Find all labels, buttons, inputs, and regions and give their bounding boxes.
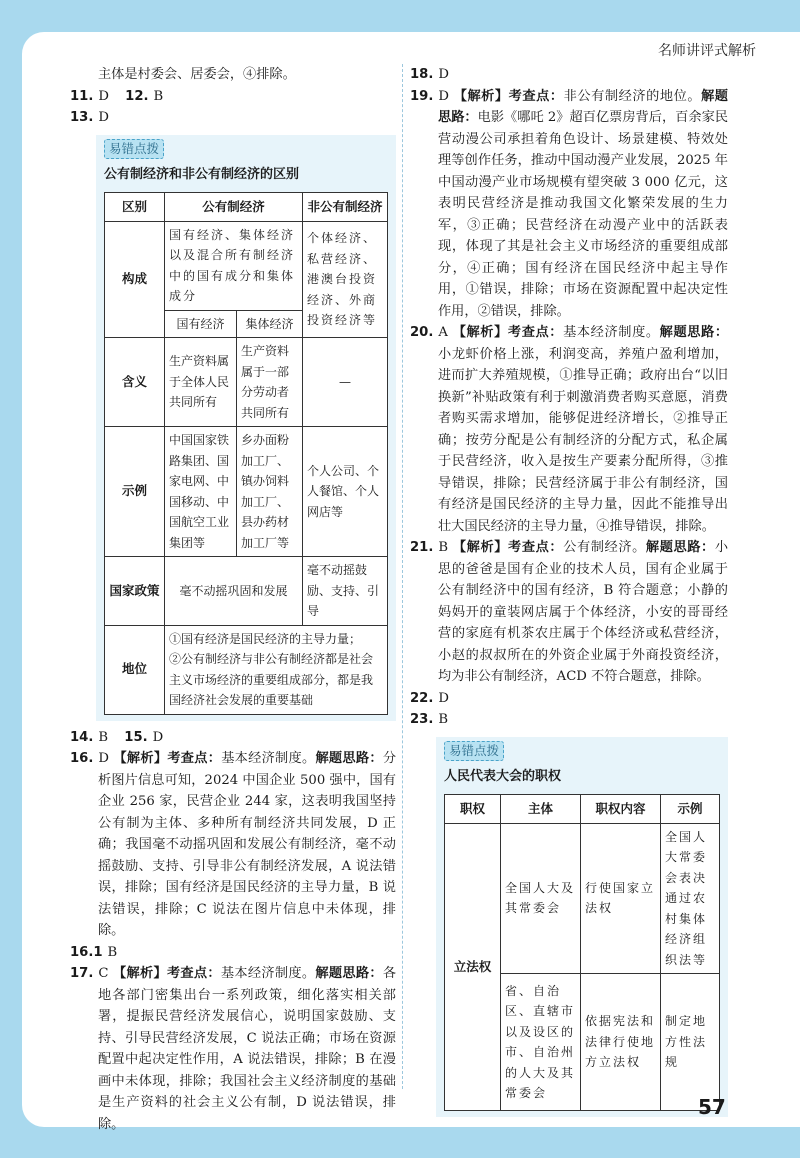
q17-text: 各地各部门密集出台一系列政策，细化落实相关部署，提振民营经济发展信心，说明国家鼓励、支持、引导民营经济发展，C 说法正确；市场在资源配置中起决定性作用，A 说法错误，排除；B 在漫画中未体现，排除；我国社会主义经济制度的基础是生产资料的社会主义公有制，D 说法错误，排除。	[98, 966, 397, 1132]
row-label: 地位	[105, 625, 165, 714]
row-label: 构成	[105, 221, 165, 338]
table-cell: 依据宪法和法律行使地方立法权	[581, 974, 661, 1111]
row-label: 含义	[105, 338, 165, 427]
table-cell	[165, 625, 388, 714]
q16-1-number: 16.1	[70, 944, 103, 960]
q16-tag: 【解析】	[113, 751, 168, 766]
q21-answer: B	[438, 540, 449, 555]
tip-box-npc	[436, 737, 728, 1118]
table-cell: 乡办面粉加工厂、镇办饲料加工厂、县办药材加工厂等	[237, 427, 303, 557]
answer-11-12	[70, 86, 396, 108]
answer-19	[410, 86, 728, 323]
q11-number: 11.	[70, 88, 94, 104]
table-cell: 集体经济	[237, 310, 303, 338]
status-text: ①国有经济是国民经济的主导力量；	[169, 631, 362, 646]
answer-20	[410, 322, 728, 537]
q22-number: 22.	[410, 690, 434, 706]
q19-idea-label: 解题思路：	[438, 88, 728, 125]
status-text: ②公有制经济与非公有制经济都是社会主义市场经济的重要组成部分，都是我国经济社会发展的重要基础	[169, 652, 374, 707]
table-cell: 个体经济、私营经济、港澳台投资经济、外商投资经济等	[303, 221, 388, 338]
header-cell: 职权内容	[581, 794, 661, 823]
q16-idea-label: 解题思路：	[315, 751, 383, 766]
q15-number: 15.	[124, 729, 148, 745]
table-cell: 生产资料属于一部分劳动者共同所有	[237, 338, 303, 427]
table-cell: 全国人大常委会表决通过农村集体经济组织法等	[661, 823, 720, 974]
q15-answer: D	[152, 729, 164, 745]
q16-number: 16.	[70, 751, 94, 766]
ownership-table	[104, 192, 388, 715]
q20-idea-label: 解题思路：	[659, 325, 729, 340]
q19-kp: 非公有制经济的地位。	[563, 88, 702, 104]
header-cell: 职权	[445, 794, 501, 823]
table-row	[105, 625, 388, 714]
row-label: 立法权	[445, 823, 501, 1111]
q17-answer: C	[98, 966, 109, 981]
left-column	[70, 64, 396, 1135]
tip-title: 人民代表大会的职权	[444, 769, 562, 784]
right-column	[410, 64, 728, 1117]
header-title: 名师讲评式解析	[658, 43, 756, 59]
q13-answer: D	[98, 110, 109, 125]
table-cell: 个人公司、个人餐馆、个人网店等	[303, 427, 388, 557]
header-cell: 区别	[105, 192, 165, 221]
tip-title: 公有制经济和非公有制经济的区别	[104, 167, 300, 182]
table-cell: 制定地方性法规	[661, 974, 720, 1111]
q12-number: 12.	[125, 88, 149, 104]
answer-23	[410, 709, 728, 731]
table-row	[445, 823, 720, 974]
header-cell: 主体	[501, 794, 581, 823]
tip-badge: 易错点拨	[444, 741, 504, 761]
table-cell: 省、自治区、直辖市以及设区的市、自治州的人大及其常委会	[501, 974, 581, 1111]
table-cell: 中国国家铁路集团、国家电网、中国移动、中国航空工业集团等	[165, 427, 237, 557]
answer-13	[70, 107, 396, 129]
table-row	[105, 557, 388, 626]
tip-box-ownership	[96, 135, 396, 721]
answer-18	[410, 64, 728, 86]
table-cell: 行使国家立法权	[581, 823, 661, 974]
q21-idea-label: 解题思路：	[645, 540, 715, 555]
table-row	[105, 338, 388, 427]
continuation-line: 主体是村委会、居委会，④排除。	[98, 67, 296, 82]
q19-tag: 【解析】	[453, 88, 509, 104]
row-label: 示例	[105, 427, 165, 557]
q21-kp: 公有制经济。	[563, 540, 646, 555]
q16-kp-label: 考查点：	[167, 751, 222, 766]
table-cell: 毫不动摇鼓励、支持、引导	[303, 557, 388, 626]
q20-answer: A	[438, 325, 448, 340]
q20-tag: 【解析】	[452, 325, 508, 340]
q17-kp: 基本经济制度。	[220, 966, 316, 981]
q19-text: 电影《哪吒 2》超百亿票房背后，百余家民营动漫公司承担着角色设计、场景建模、特效处理等创作任务，推动中国动漫产业发展，2025 年中国动漫产业市场规模有望突破 3 000 亿元，这表明民营经济是推动我国文化繁荣发展的生力军，③正确；民营经济在动漫产业中的活跃表现，体现了其是社会主义市场经济的重要组成部分，④正确；国有经济在国民经济中起主导作用，①错误，排除；市场在资源配置中起决定性作用，②错误，排除。	[438, 110, 729, 319]
q18-answer: D	[438, 67, 449, 82]
q14-answer: B	[98, 729, 109, 745]
header-cell: 示例	[661, 794, 720, 823]
q11-answer: D	[98, 88, 109, 104]
q17-tag: 【解析】	[112, 966, 167, 981]
answer-16	[70, 748, 396, 942]
tip-badge: 易错点拨	[104, 139, 164, 159]
q20-kp: 基本经济制度。	[563, 325, 660, 340]
table-cell: —	[303, 338, 388, 427]
q20-number: 20.	[410, 325, 434, 340]
table-row	[105, 427, 388, 557]
q16-kp: 基本经济制度。	[221, 751, 316, 766]
table-cell: 国有经济	[165, 310, 237, 338]
npc-power-table	[444, 794, 720, 1112]
table-cell: 全国人大及其常委会	[501, 823, 581, 974]
q19-number: 19.	[410, 88, 434, 104]
q12-answer: B	[153, 88, 164, 104]
table-header-row	[445, 794, 720, 823]
q18-number: 18.	[410, 67, 434, 82]
q14-number: 14.	[70, 729, 94, 745]
q20-kp-label: 考查点：	[507, 325, 564, 340]
header-cell: 非公有制经济	[303, 192, 388, 221]
q21-text: 小思的爸爸是国有企业的技术人员，国有企业属于公有制经济中的国有经济，B 符合题意；小静的妈妈开的童装网店属于个体经济，小安的哥哥经营的家庭有机茶农庄属于个体经济或私营经济，小赵的叔叔所在的外资企业属于外商投资经济，均为非公有制经济，ACD 不符合题意，排除。	[438, 540, 729, 684]
column-divider	[402, 64, 403, 1089]
answer-21	[410, 537, 728, 688]
q16-answer: D	[98, 751, 109, 766]
page-number: 57	[698, 1095, 726, 1119]
q19-kp-label: 考查点：	[508, 88, 564, 104]
q21-kp-label: 考查点：	[508, 540, 564, 555]
q13-number: 13.	[70, 110, 94, 125]
answer-14-15	[70, 727, 396, 749]
q21-tag: 【解析】	[452, 540, 509, 555]
header-cell: 公有制经济	[165, 192, 303, 221]
answer-17	[70, 963, 396, 1135]
q23-answer: B	[438, 712, 449, 727]
q17-kp-label: 考查点：	[166, 966, 221, 981]
row-label: 国家政策	[105, 557, 165, 626]
q21-number: 21.	[410, 540, 434, 555]
answer-22	[410, 688, 728, 710]
q23-number: 23.	[410, 712, 434, 727]
table-row	[105, 221, 388, 310]
table-cell: 生产资料属于全体人民共同所有	[165, 338, 237, 427]
answer-16-1	[70, 942, 396, 964]
table-cell: 国有经济、集体经济以及混合所有制经济中的国有成分和集体成分	[165, 221, 303, 310]
table-cell: 毫不动摇巩固和发展	[165, 557, 303, 626]
q17-idea-label: 解题思路：	[315, 966, 383, 981]
q22-answer: D	[438, 690, 449, 706]
table-header-row	[105, 192, 388, 221]
q17-number: 17.	[70, 966, 94, 981]
q16-text: 分析图片信息可知，2024 中国企业 500 强中，国有企业 256 家，民营企业 244 家，这表明我国坚持公有制为主体、多种所有制经济共同发展，D 正确；我国毫不动摇巩固和发展公有制经济，毫不动摇鼓励、支持、引导非公有制经济发展，A 说法错误，排除；国有经济是国民经济的主导力量，B 说法错误，排除；C 说法在图片信息中未体现，排除。	[98, 751, 396, 938]
q16-1-answer: B	[107, 944, 118, 960]
q19-answer: D	[438, 88, 449, 104]
q20-text: 小龙虾价格上涨，利润变高，养殖户盈利增加，进而扩大养殖规模，①推导正确；政府出台“以旧换新”补贴政策有利于刺激消费者购买意愿，消费者购买需求增加，能够促进经济增长，②推导正确；按劳分配是公有制经济的分配方式，私企属于民营经济，收入是按生产要素分配所得，③推导错误，排除；民营经济属于非公有制经济，国有经济是国民经济的主导力量，因此不能推导出壮大国民经济的主导力量，④推导错误，排除。	[438, 346, 728, 534]
